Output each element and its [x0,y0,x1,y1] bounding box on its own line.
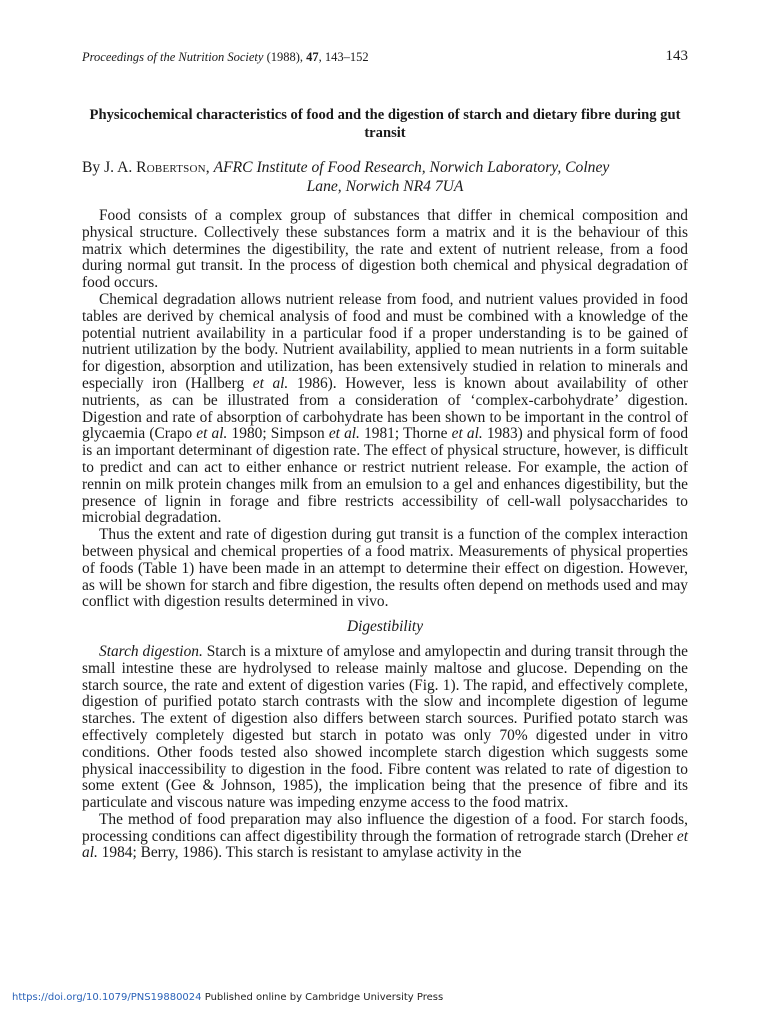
paragraph-5-text: 1984; Berry, 1986). This starch is resistant to amylase activity in the [97,844,522,862]
paragraph-3: Thus the extent and rate of digestion during gut transit is a function of the complex interaction between physical and chemical properties of a food matrix. Measurements of physical properties of foods (Table 1) have been made in an attempt to determine their effect on digestion. However, as will be shown for starch and fibre digestion, the results often depend on methods used and may conflict with digestion results determined in vivo. [82,526,688,611]
page-range: , 143–152 [318,50,369,64]
byline-separator: , [205,159,214,176]
paragraph-5 [82,812,688,862]
doi-link[interactable]: https://doi.org/10.1079/PNS19880024 [12,992,202,1003]
page-footer [12,992,443,1004]
paragraph-2-text: 1983) and physical form of food is an important determinant of digestion rate. The effect of physical structure, however, is difficult to predict and can act to either enhance or restrict nutrient release. For example, the action of rennin on milk protein changes milk from an emulsion to a gel and enhances digestibility, but the presence of lignin in forage and fibre restricts accessibility of cell-wall polysaccharides to microbial degradation. [82,425,689,527]
running-head [82,49,688,65]
section-heading-digestibility: Digestibility [346,618,424,636]
et-al: et al. [252,374,289,392]
paragraph-2-text: 1980; Simpson [227,425,329,443]
paragraph-2-text: Chemical degradation allows nutrient release from food, and nutrient values provided in food tables are derived by chemical analysis of food and must be combined with a knowledge of the potential nutrient availability in a particular food if a proper understanding is to be gained of nutrient utilization by the body. Nutrient availability, applied to mean nutrients in a form suitable for digestion, absorption and utilization, has been extensively studied in relation to minerals and especially iron (Hallberg [82,290,688,392]
publication-note: Published online by Cambridge University Press [201,992,444,1003]
author-name: Robertson [136,159,206,176]
article-body [82,208,688,862]
paragraph-2-text: 1981; Thorne [359,425,452,443]
et-al: et al. [196,425,228,443]
et-al: et al. [82,827,688,862]
paragraph-2-text: 1986). However, less is known about availability of other nutrients, as can be illustrated from a consideration of ‘complex-carbohydrate’ digestion. Digestion and rate of absorption of carbohydrate has been shown to be important in the control of glycaemia (Crapo [82,374,689,443]
paragraph-2 [82,292,688,527]
volume-number: 47 [306,50,319,64]
paragraph-5-text: The method of food preparation may also influence the digestion of a food. For starch foods, processing conditions can affect digestibility through the formation of retrograde starch (Dreher [82,810,688,845]
byline [82,158,688,196]
paragraph-4 [82,644,688,812]
affiliation-line-1: AFRC Institute of Food Research, Norwich Laboratory, Colney [213,159,610,176]
et-al: et al. [328,425,360,443]
article-title: Physicochemical characteristics of food and the digestion of starch and dietary fibre during gut transit [89,107,681,141]
page-number: 143 [665,48,688,64]
citation-year: (1988), [263,50,307,64]
run-in-heading-starch-digestion: Starch digestion. [99,642,203,660]
paragraph-4-text: Starch is a mixture of amylose and amylopectin and during transit through the small intestine these are hydrolysed to release mainly maltose and glucose. Depending on the starch source, the rate and extent of digestion varies (Fig. 1). The rapid, and effectively complete, digestion of purified potato starch contrasts with the slow and incomplete digestion of legume starches. The extent of digestion also differs between starch sources. Purified potato starch was effectively completely digested but starch in potato was only 70% digested under in vitro conditions. Other foods tested also showed incomplete starch digestion which suggests some physical inaccessibility to digestion in the food. Fibre content was related to rate of digestion to some extent (Gee & Johnson, 1985), the implication being that the presence of fibre and its particulate and viscous nature was impeding enzyme access to the food matrix. [82,642,688,812]
affiliation-line-2: Lane, Norwich NR4 7UA [306,178,464,195]
journal-name: Proceedings of the Nutrition Society [82,50,264,64]
et-al: et al. [451,425,483,443]
paragraph-1: Food consists of a complex group of substances that differ in chemical composition and physical structure. Collectively these substances form a matrix and it is the behaviour of this matrix which determines the digestibility, the rate and extent of nutrient release, from a food during normal gut transit. In the process of digestion both chemical and physical degradation of food occurs. [82,207,688,292]
byline-prefix: By J. A. [82,159,137,176]
